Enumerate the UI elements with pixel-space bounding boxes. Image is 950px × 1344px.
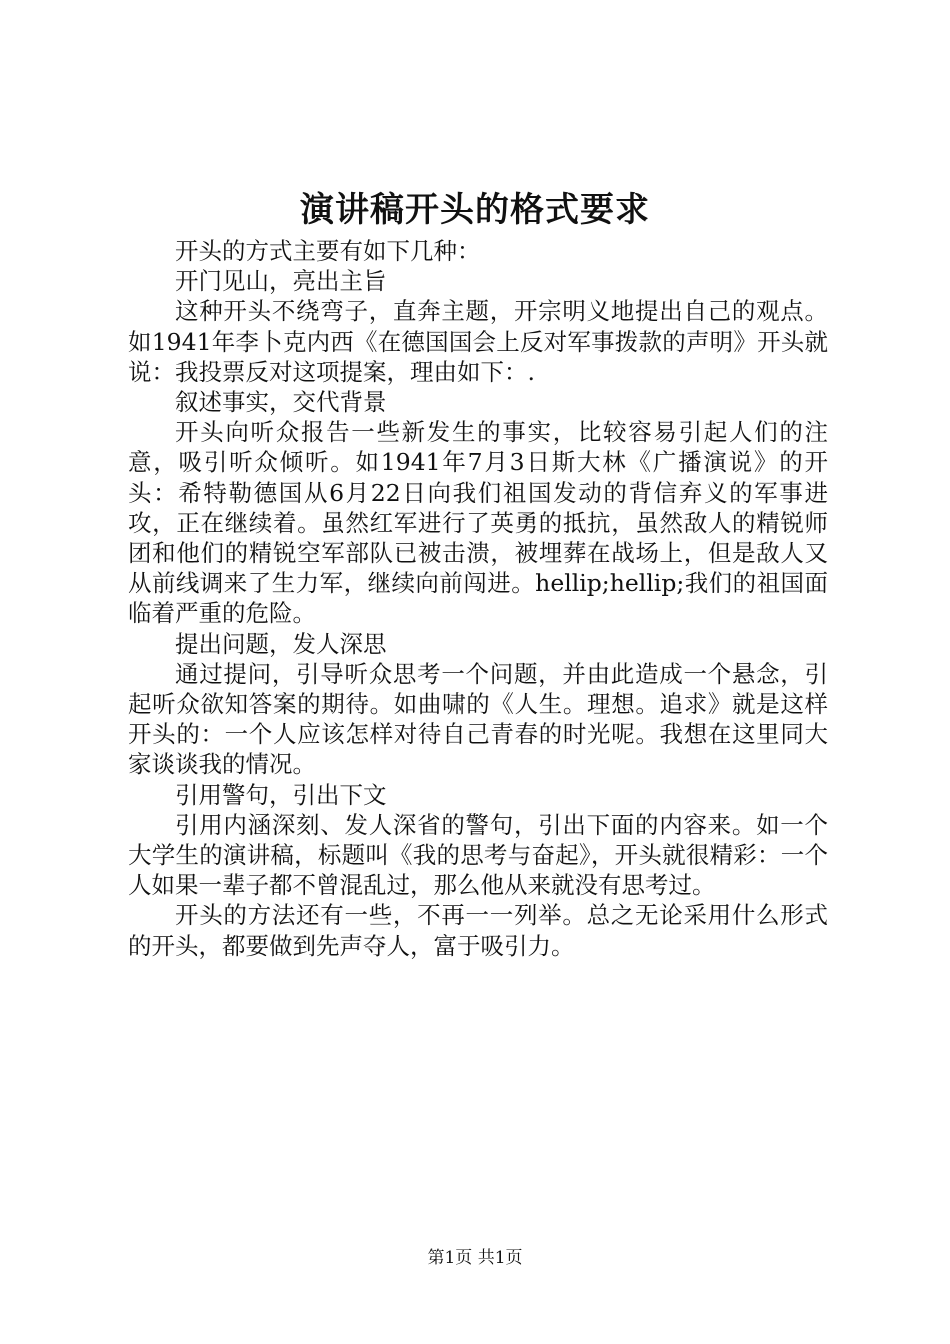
paragraph-quote-maxim: 引用内涵深刻、发人深省的警句，引出下面的内容来。如一个大学生的演讲稿，标题叫《我的思考与奋起》，开头就很精彩：一个人如果一辈子都不曾混乱过，那么他从来就没有思考过。 [128,810,828,900]
page-footer: 第1页 共1页 [427,1248,523,1268]
paragraph-direct-opening: 这种开头不绕弯子，直奔主题，开宗明义地提出自己的观点。如1941年李卜克内西《在德国国会上反对军事拨款的声明》开头就说：我投票反对这项提案，理由如下：. [128,297,828,386]
heading-quote-maxim: 引用警句，引出下文 [175,780,387,809]
document-body [128,236,828,961]
paragraph-conclusion: 开头的方法还有一些，不再一一列举。总之无论采用什么形式的开头，都要做到先声夺人，富于吸引力。 [128,901,828,960]
paragraph-narrate-facts: 开头向听众报告一些新发生的事实，比较容易引起人们的注意，吸引听众倾听。如1941年7月3日斯大林《广播演说》的开头：希特勒德国从6月22日向我们祖国发动的背信弃义的军事进攻，正在继续着。虽然红军进行了英勇的抵抗，虽然敌人的精锐师团和他们的精锐空军部队已被击溃，被埋葬在战场上，但是敌人又从前线调来了生力军，继续向前闯进。hellip;hellip;我们的祖国面临着严重的危险。 [128,418,828,628]
heading-direct-opening: 开门见山，亮出主旨 [175,267,387,296]
document-title: 演讲稿开头的格式要求 [300,190,650,230]
heading-raise-question: 提出问题，发人深思 [175,629,387,658]
heading-narrate-facts: 叙述事实，交代背景 [175,388,387,417]
paragraph-intro: 开头的方式主要有如下几种： [175,237,481,265]
paragraph-raise-question: 通过提问，引导听众思考一个问题，并由此造成一个悬念，引起听众欲知答案的期待。如曲啸的《人生。理想。追求》就是这样开头的：一个人应该怎样对待自己青春的时光呢。我想在这里同大家谈谈我的情况。 [128,659,828,779]
